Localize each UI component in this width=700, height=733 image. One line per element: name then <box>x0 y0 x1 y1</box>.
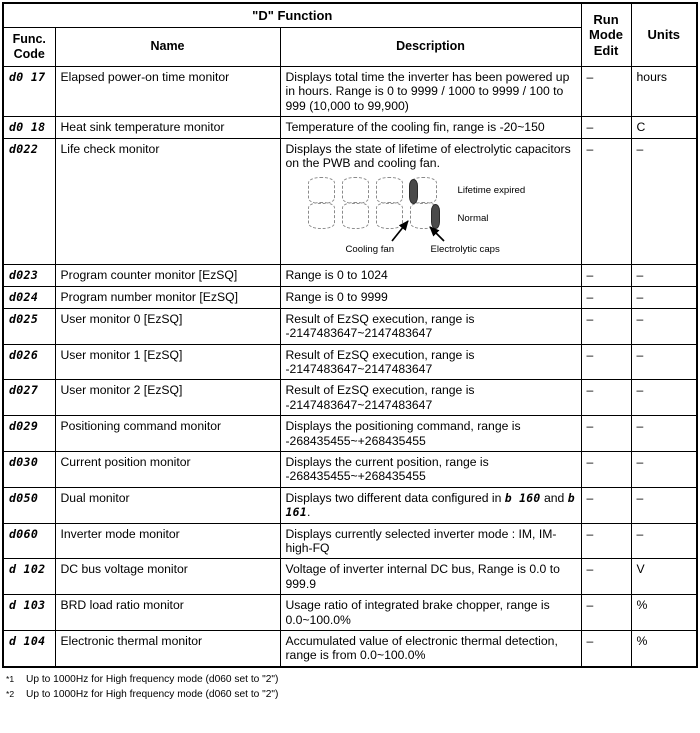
label-normal: Normal <box>457 213 489 225</box>
table-body <box>3 66 697 666</box>
footnote-1-marker: *1 <box>6 673 15 684</box>
func-code-value: d030 <box>9 454 39 469</box>
units-cell: – <box>631 287 697 309</box>
func-code-value: d050 <box>9 490 39 505</box>
table-row <box>3 117 697 139</box>
func-code-value: d0 18 <box>9 120 46 134</box>
run-mode-edit-cell: – <box>581 487 631 523</box>
description-text-mid: and <box>540 490 568 505</box>
label-electrolytic-caps: Electrolytic caps <box>430 244 500 256</box>
footnote-2-text: Up to 1000Hz for High frequency mode (d060 set to "2") <box>26 688 279 700</box>
description-text: Displays the state of lifetime of electrolytic capacitors on the PWB and cooling fan. <box>285 141 571 171</box>
name-cell: Electronic thermal monitor <box>55 630 280 666</box>
units-cell: – <box>631 380 697 416</box>
func-code-cell <box>3 559 55 595</box>
func-code-cell <box>3 344 55 380</box>
func-code-value: d029 <box>9 419 39 434</box>
units-cell: – <box>631 138 697 265</box>
func-code-value: d026 <box>9 347 39 362</box>
table-row <box>3 630 697 666</box>
func-code-cell <box>3 523 55 559</box>
column-header-name: Name <box>55 28 280 67</box>
func-code-cell <box>3 117 55 139</box>
description-cell: Range is 0 to 1024 <box>280 265 581 287</box>
footnote-1 <box>6 673 698 688</box>
description-cell: Result of EzSQ execution, range is -2147483647~2147483647 <box>280 308 581 344</box>
name-cell: DC bus voltage monitor <box>55 559 280 595</box>
func-code-line1: Func. <box>12 32 46 47</box>
arrow-cooling-fan-icon <box>392 221 408 241</box>
func-code-value: d 104 <box>9 633 46 648</box>
units-cell: hours <box>631 66 697 116</box>
param-ref-b161: b 161 <box>285 490 575 520</box>
label-cooling-fan: Cooling fan <box>345 244 395 256</box>
func-code-cell <box>3 287 55 309</box>
func-code-cell <box>3 487 55 523</box>
table-header-top-row <box>3 3 697 28</box>
description-cell: Displays total time the inverter has been powered up in hours. Range is 0 to 9999 / 1000 to 9999 / 100 to 999 (10,000 to 99,900) <box>280 66 581 116</box>
name-cell: Inverter mode monitor <box>55 523 280 559</box>
table-row <box>3 287 697 309</box>
table-row <box>3 344 697 380</box>
table-row <box>3 66 697 116</box>
func-code-value: d022 <box>9 141 39 156</box>
run-mode-edit-cell: – <box>581 344 631 380</box>
name-cell: User monitor 1 [EzSQ] <box>55 344 280 380</box>
units-cell: V <box>631 559 697 595</box>
units-cell: % <box>631 630 697 666</box>
func-code-value: d060 <box>9 526 39 541</box>
name-cell: Dual monitor <box>55 487 280 523</box>
run-mode-edit-cell: – <box>581 559 631 595</box>
footnote-1-text: Up to 1000Hz for High frequency mode (d060 set to "2") <box>26 673 279 685</box>
label-lifetime-expired: Lifetime expired <box>457 185 526 197</box>
units-cell: – <box>631 451 697 487</box>
run-mode-edit-cell: – <box>581 451 631 487</box>
description-cell: Usage ratio of integrated brake chopper, range is 0.0~100.0% <box>280 595 581 631</box>
func-code-cell <box>3 630 55 666</box>
run-mode-edit-line1: Run <box>593 11 619 27</box>
table-row <box>3 595 697 631</box>
description-text-pre: Displays two different data configured in <box>285 490 505 505</box>
units-cell: – <box>631 523 697 559</box>
run-mode-edit-cell: – <box>581 117 631 139</box>
column-header-run-mode-edit <box>581 3 631 66</box>
func-code-value: d025 <box>9 311 39 326</box>
footnote-2 <box>6 688 698 703</box>
units-cell: – <box>631 416 697 452</box>
func-code-cell <box>3 416 55 452</box>
table-header <box>3 3 697 66</box>
table-row <box>3 487 697 523</box>
func-code-cell <box>3 380 55 416</box>
func-code-line2: Code <box>13 46 45 61</box>
footnote-2-marker: *2 <box>6 688 15 699</box>
description-cell <box>280 138 581 265</box>
footnotes <box>6 673 698 703</box>
name-cell: BRD load ratio monitor <box>55 595 280 631</box>
run-mode-edit-cell: – <box>581 380 631 416</box>
description-cell: Accumulated value of electronic thermal detection, range is from 0.0~100.0% <box>280 630 581 666</box>
func-code-cell <box>3 66 55 116</box>
func-code-value: d0 17 <box>9 69 46 84</box>
name-cell: Program number monitor [EzSQ] <box>55 287 280 309</box>
func-code-value: d024 <box>9 290 39 305</box>
run-mode-edit-cell: – <box>581 308 631 344</box>
description-cell <box>280 487 581 523</box>
run-mode-edit-cell: – <box>581 523 631 559</box>
run-mode-edit-line2: Mode <box>589 27 623 43</box>
description-cell: Displays the current position, range is -268435455~+268435455 <box>280 451 581 487</box>
table-title: "D" Function <box>3 3 581 28</box>
description-cell: Voltage of inverter internal DC bus, Range is 0.0 to 999.9 <box>280 559 581 595</box>
description-cell: Result of EzSQ execution, range is -2147483647~2147483647 <box>280 380 581 416</box>
table-row <box>3 559 697 595</box>
column-header-units: Units <box>631 3 697 66</box>
column-header-func-code <box>3 28 55 67</box>
run-mode-edit-cell: – <box>581 416 631 452</box>
func-code-value: d027 <box>9 383 39 398</box>
name-cell: User monitor 0 [EzSQ] <box>55 308 280 344</box>
run-mode-edit-cell: – <box>581 595 631 631</box>
table-row <box>3 416 697 452</box>
func-code-cell <box>3 308 55 344</box>
name-cell: Positioning command monitor <box>55 416 280 452</box>
description-cell: Displays the positioning command, range is -268435455~+268435455 <box>280 416 581 452</box>
func-code-value: d023 <box>9 268 39 283</box>
description-cell: Temperature of the cooling fin, range is -20~150 <box>280 117 581 139</box>
units-cell: C <box>631 117 697 139</box>
units-cell: % <box>631 595 697 631</box>
table-row <box>3 308 697 344</box>
description-cell: Result of EzSQ execution, range is -2147483647~2147483647 <box>280 344 581 380</box>
table-row <box>3 265 697 287</box>
arrow-electrolytic-caps-icon <box>430 227 444 241</box>
func-code-cell <box>3 265 55 287</box>
func-code-cell <box>3 595 55 631</box>
run-mode-edit-cell: – <box>581 287 631 309</box>
table-row <box>3 380 697 416</box>
table-row <box>3 523 697 559</box>
life-check-seven-segment-figure <box>308 177 598 259</box>
run-mode-edit-line3: Edit <box>593 42 619 58</box>
name-cell: Elapsed power-on time monitor <box>55 66 280 116</box>
units-cell: – <box>631 487 697 523</box>
description-text-post: . <box>306 505 311 520</box>
name-cell: User monitor 2 [EzSQ] <box>55 380 280 416</box>
run-mode-edit-cell: – <box>581 138 631 265</box>
table-row <box>3 451 697 487</box>
description-cell: Range is 0 to 9999 <box>280 287 581 309</box>
func-code-value: d 103 <box>9 598 46 613</box>
units-cell: – <box>631 308 697 344</box>
func-code-cell <box>3 451 55 487</box>
func-code-cell <box>3 138 55 265</box>
run-mode-edit-cell: – <box>581 66 631 116</box>
run-mode-edit-cell: – <box>581 265 631 287</box>
name-cell: Program counter monitor [EzSQ] <box>55 265 280 287</box>
column-header-description: Description <box>280 28 581 67</box>
run-mode-edit-cell: – <box>581 630 631 666</box>
table-row <box>3 138 697 265</box>
name-cell: Heat sink temperature monitor <box>55 117 280 139</box>
description-cell: Displays currently selected inverter mode : IM, IM-high-FQ <box>280 523 581 559</box>
name-cell: Current position monitor <box>55 451 280 487</box>
param-ref-b160: b 160 <box>504 490 541 505</box>
units-cell: – <box>631 344 697 380</box>
d-function-table <box>2 2 698 668</box>
units-cell: – <box>631 265 697 287</box>
name-cell: Life check monitor <box>55 138 280 265</box>
func-code-value: d 102 <box>9 562 46 577</box>
